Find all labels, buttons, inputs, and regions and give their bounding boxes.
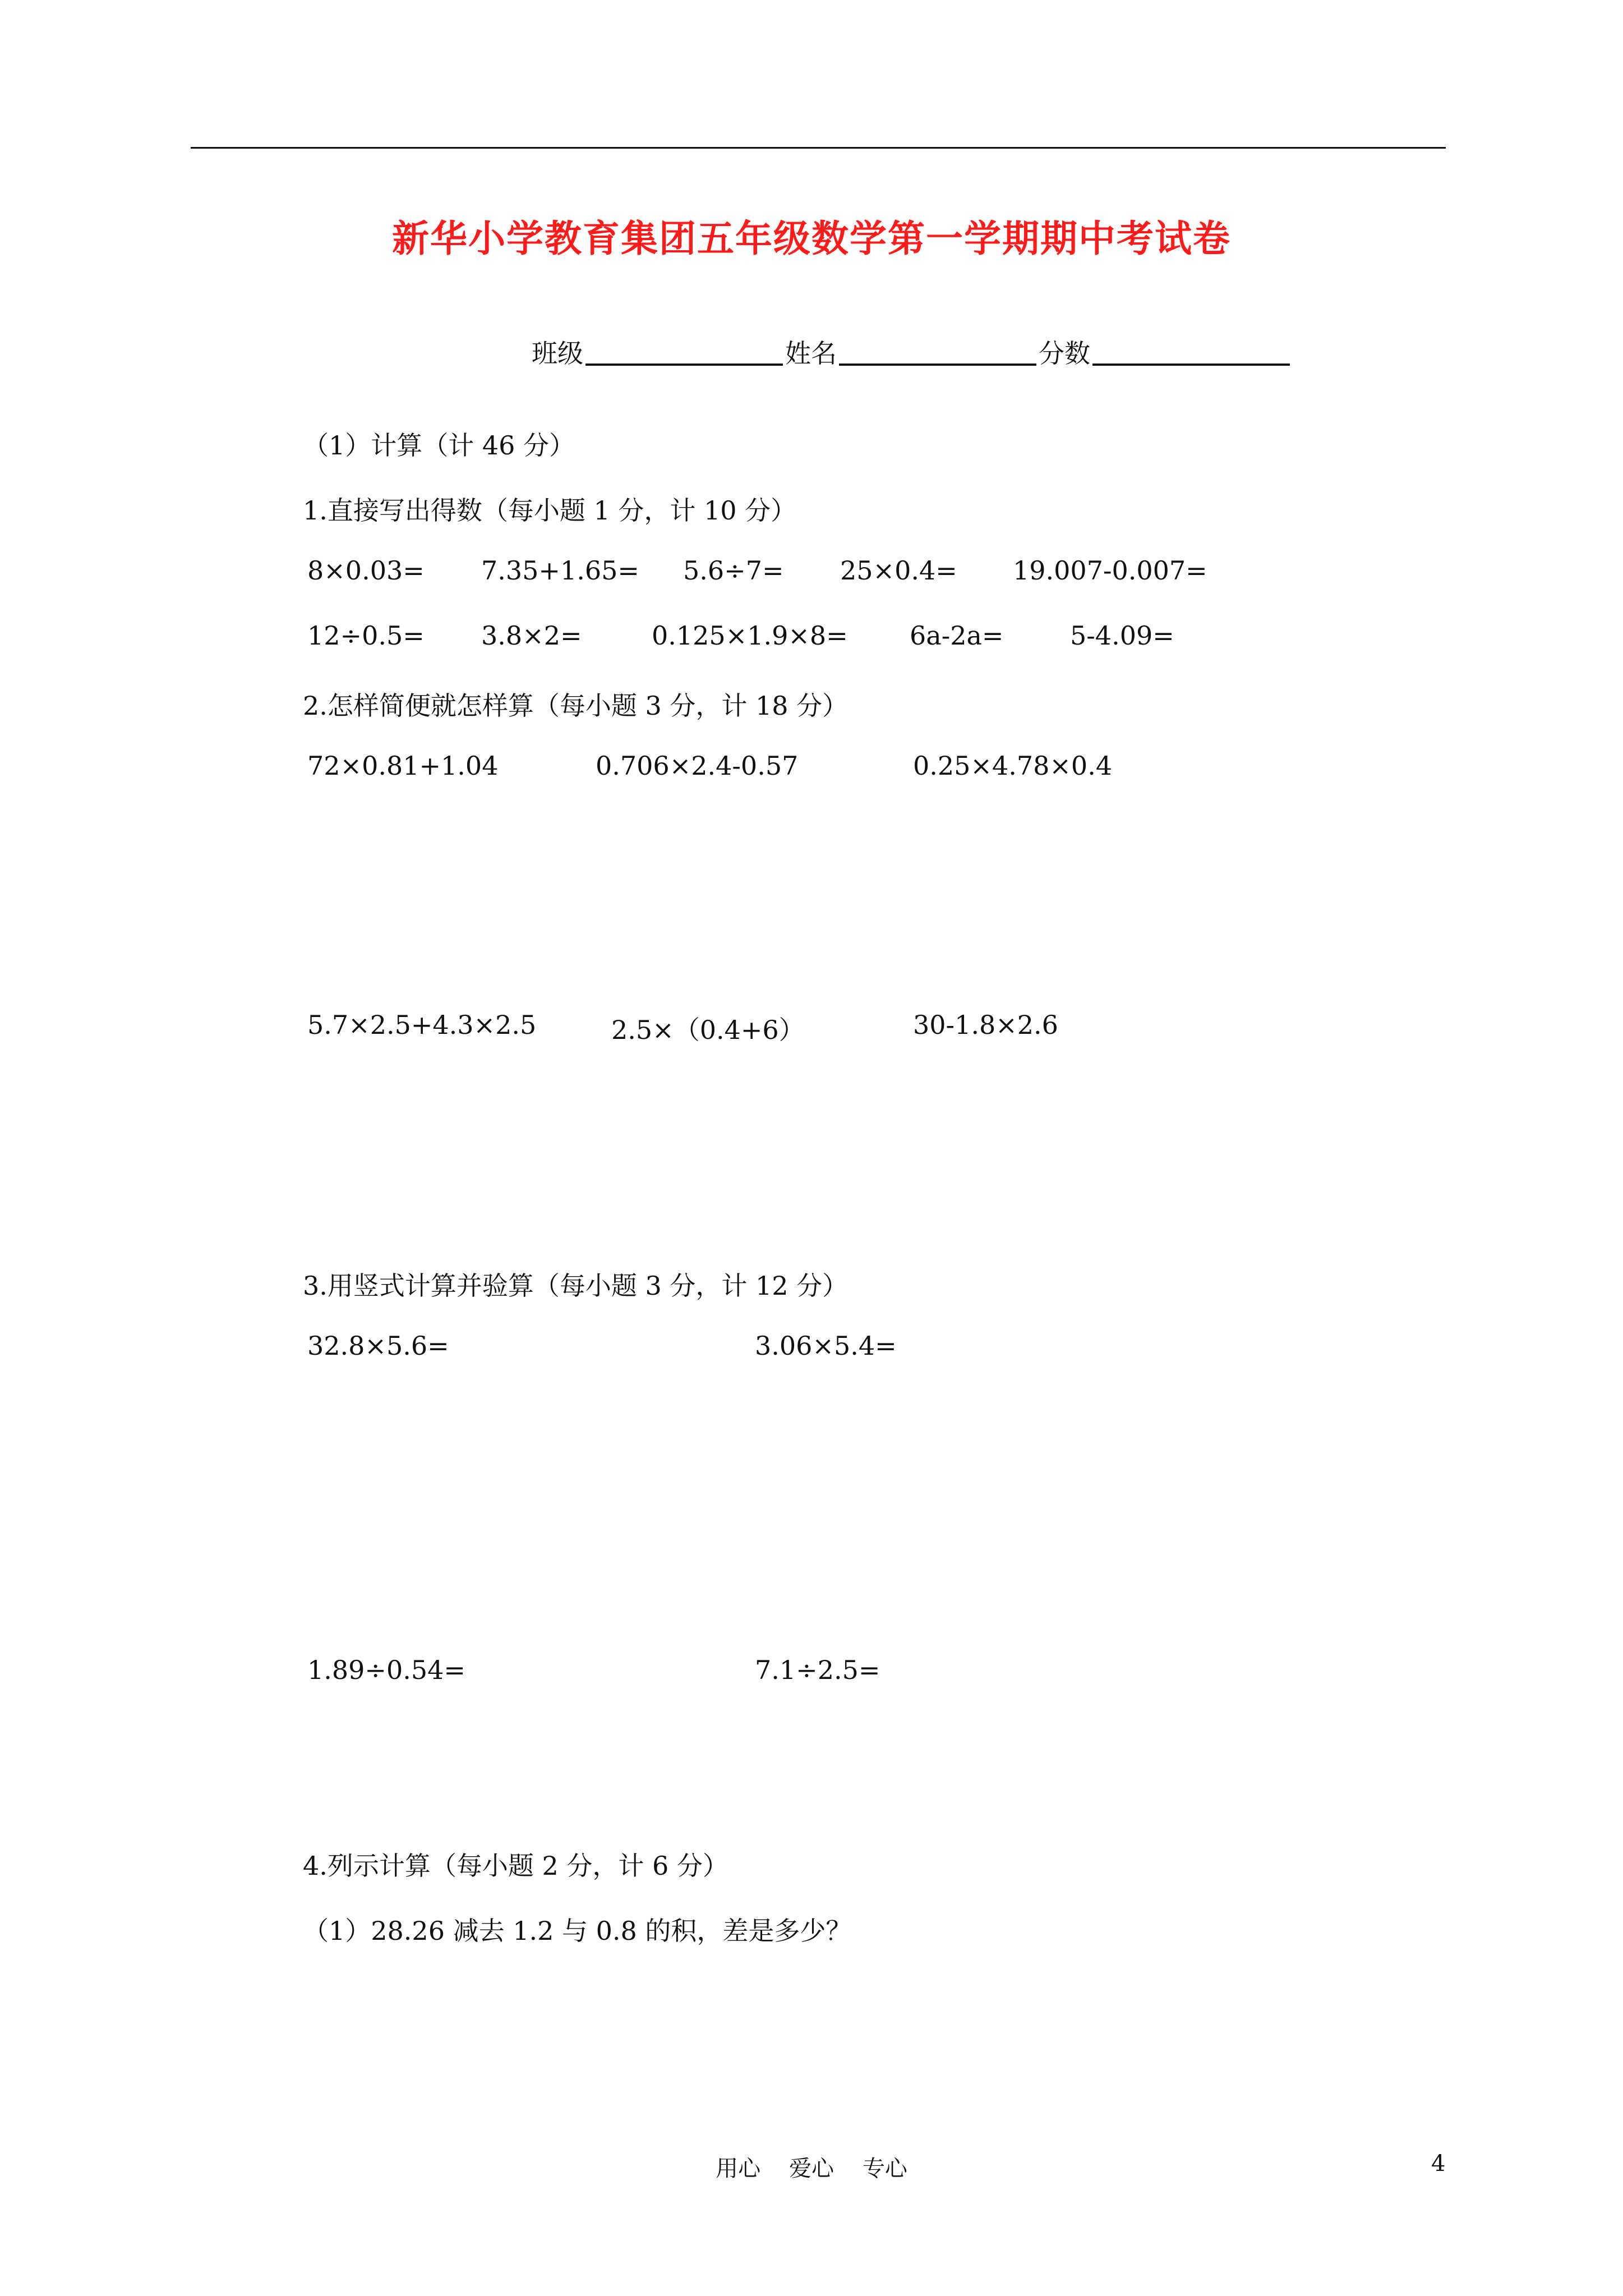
q2-item: 30-1.8×2.6 xyxy=(913,1010,1058,1040)
header-rule xyxy=(191,147,1446,149)
q2-heading: 2.怎样简便就怎样算（每小题 3 分，计 18 分） xyxy=(303,691,849,721)
part1-heading: （1）计算（计 46 分） xyxy=(303,430,575,461)
q3-item: 7.1÷2.5= xyxy=(755,1655,880,1685)
q3-heading: 3.用竖式计算并验算（每小题 3 分，计 12 分） xyxy=(303,1271,849,1301)
class-label: 班级 xyxy=(532,338,583,369)
q1-item: 3.8×2= xyxy=(481,620,582,651)
q1-item: 7.35+1.65= xyxy=(481,555,639,586)
q1-item: 8×0.03= xyxy=(307,555,425,586)
q3-item: 3.06×5.4= xyxy=(755,1331,897,1361)
exam-title: 新华小学教育集团五年级数学第一学期期中考试卷 xyxy=(392,217,1231,260)
q1-heading: 1.直接写出得数（每小题 1 分，计 10 分） xyxy=(303,495,797,526)
q4-heading: 4.列示计算（每小题 2 分，计 6 分） xyxy=(303,1851,728,1881)
q1-item: 6a-2a= xyxy=(910,620,1004,651)
q2-item: 0.25×4.78×0.4 xyxy=(913,751,1113,781)
page-number: 4 xyxy=(1431,2151,1446,2177)
q4-subquestion-1: （1）28.26 减去 1.2 与 0.8 的积，差是多少？ xyxy=(303,1916,852,1946)
q1-item: 0.125×1.9×8= xyxy=(652,620,848,651)
q1-item: 19.007-0.007= xyxy=(1013,555,1207,586)
name-label: 姓名 xyxy=(785,338,837,369)
student-info-row xyxy=(532,331,1292,370)
q2-item: 0.706×2.4-0.57 xyxy=(596,751,799,781)
class-blank[interactable] xyxy=(585,364,783,366)
name-blank[interactable] xyxy=(839,364,1036,366)
score-label: 分数 xyxy=(1039,338,1090,369)
q3-item: 32.8×5.6= xyxy=(307,1331,449,1361)
score-blank[interactable] xyxy=(1092,364,1290,366)
q2-item: 5.7×2.5+4.3×2.5 xyxy=(307,1010,537,1040)
q1-item: 5.6÷7= xyxy=(683,555,784,586)
q3-item: 1.89÷0.54= xyxy=(307,1655,465,1685)
q1-item: 25×0.4= xyxy=(840,555,957,586)
q2-item: 72×0.81+1.04 xyxy=(307,751,499,781)
footer-motto: 用心 爱心 专心 xyxy=(716,2156,907,2182)
q1-item: 5-4.09= xyxy=(1070,620,1174,651)
q2-item: 2.5×（0.4+6） xyxy=(611,1015,805,1045)
q1-item: 12÷0.5= xyxy=(307,620,425,651)
